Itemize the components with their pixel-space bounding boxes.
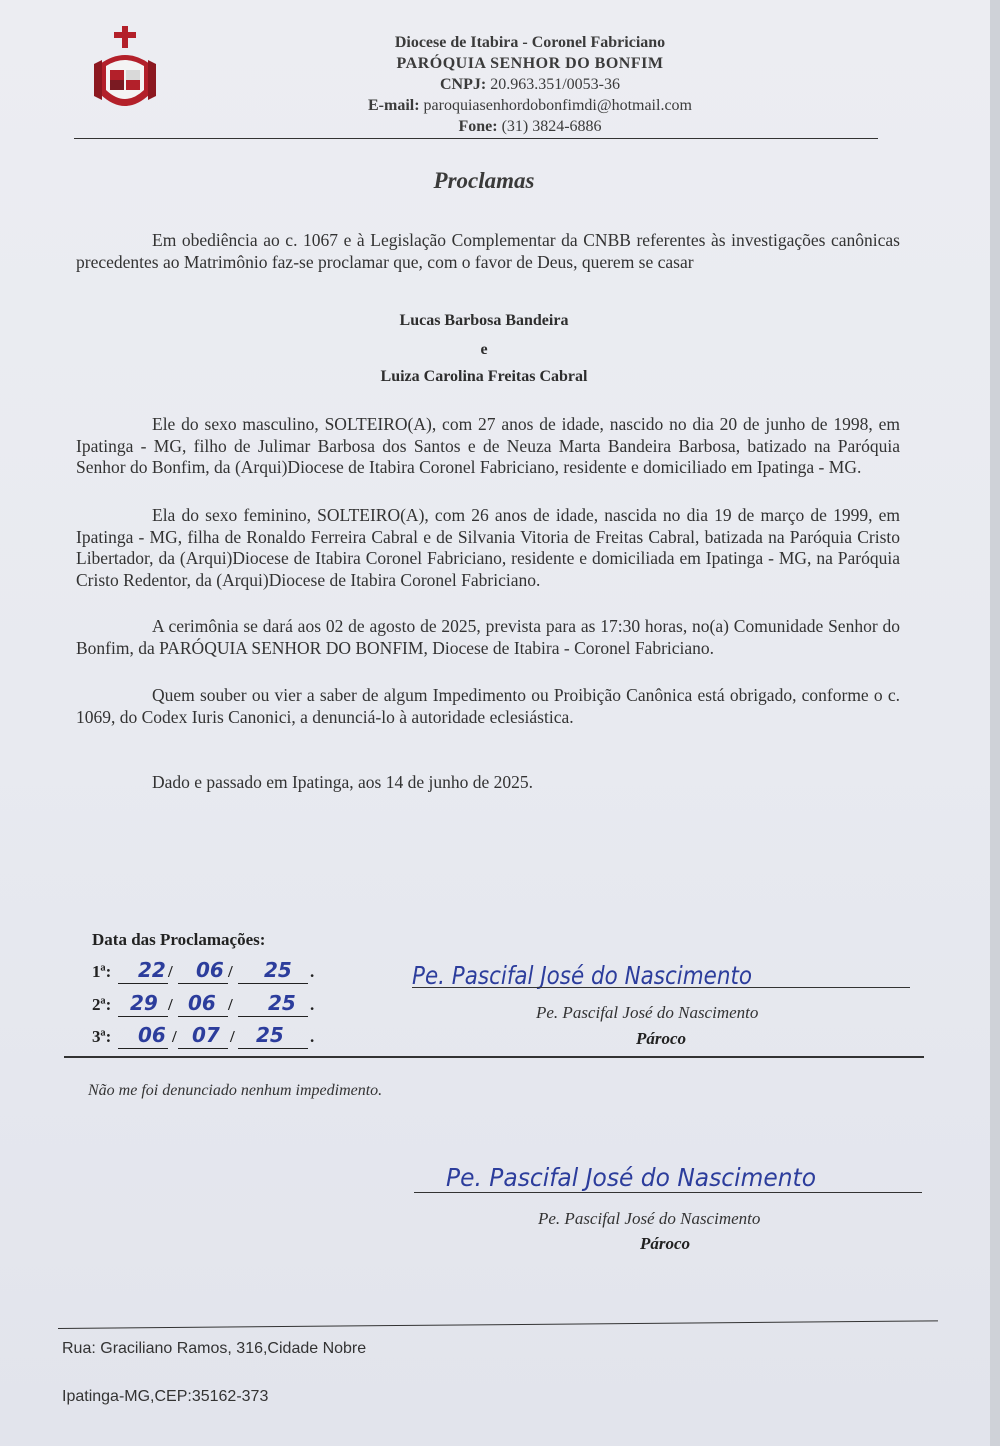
diocese-name: Diocese de Itabira - Coronel Fabriciano <box>394 34 666 51</box>
date-underline <box>118 1048 168 1049</box>
proclamation-row-2 <box>92 991 315 1021</box>
date-underline <box>178 983 228 984</box>
bride-text: Ela do sexo feminino, SOLTEIRO(A), com 26 anos de idade, nascida no dia 19 de março de 1999, em Ipatinga - MG, filha de Ronaldo Ferreira Cabral e de Silvania Vitoria de Freitas Cabral, batizada na Paróquia Cristo Libertador, da (Arqui)Diocese de Itabira Coronel Fabriciano, residente e domiciliada em Ipatinga - MG, na Paróquia Cristo Redentor, da (Arqui)Diocese de Itabira Coronel Fabriciano. <box>76 505 900 590</box>
year-handwritten: 25 <box>268 991 296 1015</box>
signature-text: Pe. Pascifal José do Nascimento <box>446 1163 816 1192</box>
proclamation-row-1 <box>92 958 315 988</box>
signature-text: Pe. Pascifal José do Nascimento <box>412 961 752 990</box>
intro-paragraph <box>76 230 900 273</box>
footer-address-1: Rua: Graciliano Ramos, 316,Cidade Nobre <box>62 1340 367 1357</box>
signature-line-1 <box>412 987 910 988</box>
signature-line-2 <box>414 1192 922 1193</box>
issue-date: Dado e passado em Ipatinga, aos 14 de junho de 2025. <box>152 772 534 792</box>
date-separator: / <box>168 995 173 1014</box>
date-separator: / <box>228 962 233 981</box>
proclamations-label: Data das Proclamações: <box>92 930 266 949</box>
groom-paragraph <box>76 414 900 479</box>
phone-label: Fone: <box>458 118 498 135</box>
date-underline <box>238 1048 308 1049</box>
phone-value: (31) 3824-6886 <box>501 118 602 135</box>
parish-name: PARÓQUIA SENHOR DO BONFIM <box>396 55 664 72</box>
year-handwritten: 25 <box>264 958 292 982</box>
cnpj-label: CNPJ: <box>440 76 487 93</box>
groom-name: Lucas Barbosa Bandeira <box>399 312 569 329</box>
groom-text: Ele do sexo masculino, SOLTEIRO(A), com 27 anos de idade, nascido no dia 20 de junho de 1998, em Ipatinga - MG, filho de Julimar Barbosa dos Santos e de Neuza Marta Bandeira Barbosa, batizado na Paróquia Senhor do Bonfim, da (Arqui)Diocese de Itabira Coronel Fabriciano, residente e domiciliado em Ipatinga - MG. <box>76 414 900 478</box>
document-title: Proclamas <box>433 168 535 193</box>
priest-role-1: Pároco <box>636 1029 687 1048</box>
proclamation-ordinal: 1ª: <box>92 962 112 981</box>
day-handwritten: 22 <box>138 958 166 982</box>
footer-rule <box>58 1320 938 1329</box>
footer-address-2: Ipatinga-MG,CEP:35162-373 <box>62 1388 269 1405</box>
section-rule <box>64 1056 924 1058</box>
date-period: . <box>310 1027 315 1046</box>
date-underline <box>118 983 168 984</box>
date-underline <box>118 1016 168 1017</box>
month-handwritten: 07 <box>192 1023 220 1047</box>
ceremony-paragraph <box>76 616 900 659</box>
date-period: . <box>310 962 315 981</box>
church-crest-icon <box>92 24 158 120</box>
phone-line <box>290 118 770 136</box>
handwritten-signature-1 <box>408 950 768 996</box>
date-underline <box>178 1048 228 1049</box>
proclamation-ordinal: 2ª: <box>92 995 112 1014</box>
bride-name: Luiza Carolina Freitas Cabral <box>380 368 588 385</box>
date-separator: / <box>230 1027 235 1046</box>
date-separator: / <box>168 962 173 981</box>
month-handwritten: 06 <box>196 958 224 982</box>
impediment-paragraph <box>76 685 900 728</box>
no-impediment-note: Não me foi denunciado nenhum impedimento. <box>88 1082 383 1099</box>
date-underline <box>238 1016 308 1017</box>
priest-role-2: Pároco <box>640 1234 691 1253</box>
year-handwritten: 25 <box>256 1023 284 1047</box>
day-handwritten: 29 <box>130 991 158 1015</box>
date-underline <box>238 983 308 984</box>
date-separator: / <box>172 1027 177 1046</box>
month-handwritten: 06 <box>188 991 216 1015</box>
email-value: paroquiasenhordobonfimdi@hotmail.com <box>423 97 692 114</box>
conjunction: e <box>480 341 488 358</box>
priest-name-2: Pe. Pascifal José do Nascimento <box>538 1209 761 1228</box>
impediment-text: Quem souber ou vier a saber de algum Impedimento ou Proibição Canônica está obrigado, conforme o c. 1069, do Codex Iuris Canonici, a denunciá-lo à autoridade eclesiástica. <box>76 685 900 727</box>
cnpj-line <box>290 76 770 94</box>
date-period: . <box>310 995 315 1014</box>
email-line <box>290 97 770 115</box>
bride-paragraph <box>76 505 900 591</box>
email-label: E-mail: <box>367 97 420 114</box>
day-handwritten: 06 <box>138 1023 166 1047</box>
proclamation-row-3 <box>92 1023 315 1053</box>
proclamation-ordinal: 3ª: <box>92 1027 112 1046</box>
intro-text: Em obediência ao c. 1067 e à Legislação Complementar da CNBB referentes às investigações canônicas precedentes ao Matrimônio faz-se proclamar que, com o favor de Deus, querem se casar <box>76 230 900 272</box>
date-separator: / <box>228 995 233 1014</box>
priest-name-1: Pe. Pascifal José do Nascimento <box>536 1003 759 1022</box>
header-rule <box>74 138 878 139</box>
cnpj-value: 20.963.351/0053-36 <box>490 76 620 93</box>
ceremony-text: A cerimônia se dará aos 02 de agosto de 2025, prevista para as 17:30 horas, no(a) Comunidade Senhor do Bonfim, da PARÓQUIA SENHOR DO BONFIM, Diocese de Itabira - Coronel Fabriciano. <box>76 616 900 658</box>
date-underline <box>178 1016 228 1017</box>
